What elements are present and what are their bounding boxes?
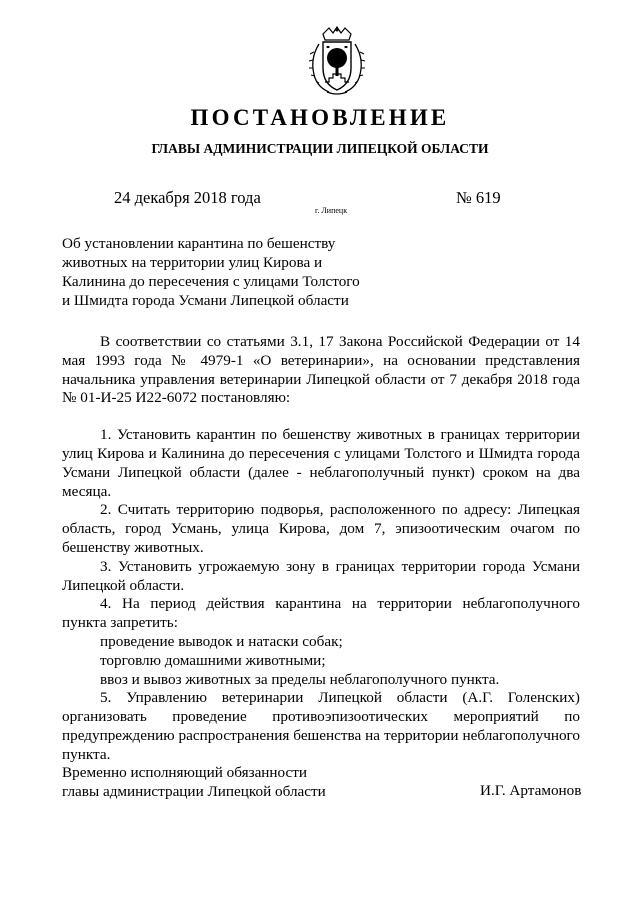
document-issuer: ГЛАВЫ АДМИНИСТРАЦИИ ЛИПЕЦКОЙ ОБЛАСТИ bbox=[151, 141, 489, 156]
subject-line: Калинина до пересечения с улицами Толстого bbox=[62, 273, 360, 290]
signatory-position-line: Временно исполняющий обязанности bbox=[62, 764, 308, 781]
item-1-paragraph: 1. Установить карантин по бешенству животных в границах территории улиц Кирова и Калинина до пересечения с улицами Толстого и Шмидта города Усмани Липецкой области (далее - неблагополучный пункт) сроком на два месяца. bbox=[62, 426, 580, 500]
preamble-paragraph: В соответствии со статьями 3.1, 17 Закона Российской Федерации от 14 мая 1993 года № 4979-1 «О ветеринарии», на основании представления начальника управления ветеринарии Липецкой области от 7 декабря 2018 года № 01-И-25 И22-6072 постановляю: bbox=[62, 333, 580, 407]
item-2-paragraph: 2. Считать территорию подворья, расположенного по адресу: Липецкая область, город Усмань, улица Кирова, дом 7, эпизоотическим очагом по бешенству животных. bbox=[62, 501, 580, 556]
subject-line: Об установлении карантина по бешенству bbox=[62, 235, 336, 252]
item-3-paragraph: 3. Установить угрожаемую зону в границах территории города Усмани Липецкой области. bbox=[62, 557, 580, 594]
document-number: № 619 bbox=[456, 188, 501, 207]
document-city: г. Липецк bbox=[315, 206, 348, 215]
document-subject bbox=[62, 234, 392, 310]
document-date: 24 декабря 2018 года bbox=[114, 188, 261, 207]
document-title: ПОСТАНОВЛЕНИЕ bbox=[190, 105, 450, 130]
signatory-position bbox=[62, 763, 382, 801]
subject-line: животных на территории улиц Кирова и bbox=[62, 254, 323, 271]
document-body bbox=[62, 333, 580, 765]
item-5-paragraph: 5. Управлению ветеринарии Липецкой области (А.Г. Голенских) организовать проведение противоэпизоотических мероприятий по предупреждению распространения бешенства на территории неблагополучного пункта. bbox=[62, 689, 580, 763]
lipetsk-oblast-coat-of-arms-icon bbox=[305, 26, 369, 98]
subject-line: и Шмидта города Усмани Липецкой области bbox=[62, 292, 349, 309]
prohibition-list-item: торговлю домашними животными; bbox=[100, 651, 326, 669]
prohibition-list-item: ввоз и вывоз животных за пределы неблагополучного пункта. bbox=[100, 670, 500, 688]
signatory-position-line: главы администрации Липецкой области bbox=[62, 783, 326, 800]
item-4-paragraph: 4. На период действия карантина на территории неблагополучного пункта запретить: bbox=[62, 595, 580, 632]
signatory-name: И.Г. Артамонов bbox=[480, 782, 582, 799]
prohibition-list-item: проведение выводок и натаски собак; bbox=[100, 632, 343, 650]
